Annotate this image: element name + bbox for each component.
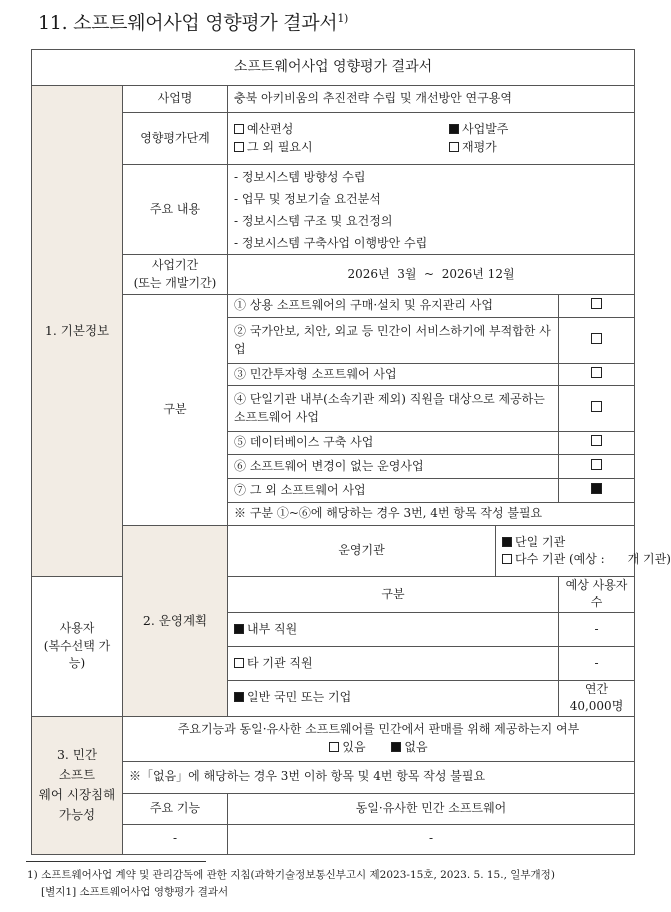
project-name-label: 사업명 (123, 86, 228, 113)
market-options (129, 739, 628, 756)
period-label (123, 255, 228, 295)
assessment-form (31, 49, 671, 855)
category-checkbox-cell[interactable] (559, 455, 635, 479)
category-text: ⑥ 소프트웨어 변경이 없는 운영사업 (228, 455, 559, 479)
stage-checkbox-reassess[interactable] (449, 142, 459, 152)
project-name-value: 충북 아키비움의 추진전략 수립 및 개선방안 연구용역 (228, 86, 635, 113)
category-checkbox-cell[interactable] (559, 479, 635, 503)
market-option-label: 있음 (342, 739, 366, 754)
category-note: ※ 구분 ①~⑥에 해당하는 경우 3번, 4번 항목 작성 불필요 (228, 503, 635, 526)
category-text: ③ 민간투자형 소프트웨어 사업 (228, 364, 559, 386)
org-checkbox-single[interactable] (502, 537, 512, 547)
content-item: - 정보시스템 구축사업 이행방안 수립 (234, 232, 628, 254)
market-checkbox-no[interactable] (391, 742, 401, 752)
org-option-multi[interactable] (502, 551, 671, 568)
stage-checkbox-budget[interactable] (234, 124, 244, 134)
user-row-public[interactable] (228, 680, 559, 716)
user-checkbox-internal[interactable] (234, 624, 244, 634)
market-col-header: 주요 기능 (123, 793, 228, 824)
category-checkbox-cell[interactable] (559, 386, 635, 432)
market-question-cell (123, 716, 635, 761)
user-count: 연간 40,000명 (559, 680, 635, 716)
content-list (234, 166, 628, 254)
category-checkbox-cell[interactable] (559, 295, 635, 318)
category-text: ⑤ 데이터베이스 구축 사업 (228, 432, 559, 455)
content-item: - 정보시스템 구조 및 요건정의 (234, 210, 628, 232)
category-checkbox-cell[interactable] (559, 432, 635, 455)
users-col-header: 구분 (228, 577, 559, 613)
heading-text: 소프트웨어사업 영향평가 결과서 (73, 12, 338, 34)
category-checkbox-3[interactable] (591, 367, 602, 378)
user-row-internal[interactable] (228, 612, 559, 646)
content-label: 주요 내용 (123, 165, 228, 255)
stage-option-order[interactable] (449, 121, 508, 138)
page-heading (38, 8, 348, 35)
org-option-label: 단일 기관 (515, 534, 566, 549)
section-market-line: 웨어 시장침해 (38, 787, 116, 803)
heading-note-mark: 1) (337, 12, 349, 25)
category-label: 구분 (123, 295, 228, 526)
footnote-2: [별지1] 소프트웨어사업 영향평가 결과서 (41, 886, 229, 898)
period-value: 2026년 3월 ~ 2026년 12월 (228, 255, 635, 295)
heading-number: 11. (38, 12, 68, 34)
category-checkbox-1[interactable] (591, 298, 602, 309)
market-option-label: 없음 (404, 739, 428, 754)
market-col-header: 동일·유사한 민간 소프트웨어 (228, 793, 635, 824)
section-basic-label: 1. 기본정보 (32, 86, 123, 577)
form-title: 소프트웨어사업 영향평가 결과서 (32, 50, 635, 86)
users-label-line: (복수선택 가능) (43, 638, 111, 670)
period-label-line: 사업기간 (151, 258, 199, 273)
user-row-label: 일반 국민 또는 기업 (247, 690, 352, 705)
category-text: ④ 단일기관 내부(소속기관 제외) 직원을 대상으로 제공하는 소프트웨어 사업 (228, 386, 559, 432)
org-option-single[interactable] (502, 534, 628, 551)
category-checkbox-6[interactable] (591, 459, 602, 470)
stage-checkbox-other[interactable] (234, 142, 244, 152)
market-cell: - (228, 824, 635, 854)
content-item: - 정보시스템 방향성 수립 (234, 166, 628, 188)
category-checkbox-4[interactable] (591, 401, 602, 412)
user-row-label: 내부 직원 (247, 621, 298, 636)
users-col-header: 예상 사용자수 (559, 577, 635, 613)
stage-checkbox-order[interactable] (449, 124, 459, 134)
org-checkbox-multi[interactable] (502, 554, 512, 564)
footnote-divider (26, 861, 206, 862)
category-text: ① 상용 소프트웨어의 구매·설치 및 유지관리 사업 (228, 295, 559, 318)
users-label (32, 577, 123, 717)
category-checkbox-5[interactable] (591, 435, 602, 446)
content-list-cell (228, 165, 635, 255)
footnote-1: 1) 소프트웨어사업 계약 및 관리감독에 관한 지침(과학기술정보통신부고시 제2023-15호, 2023. 5. 15., 일부개정) (27, 869, 555, 881)
stage-option-label: 예산편성 (247, 122, 294, 137)
org-option-label: 다수 기관 (예상 : 개 기관) (515, 552, 671, 566)
stage-label: 영향평가단계 (123, 113, 228, 165)
stage-options (228, 113, 635, 165)
market-cell: - (123, 824, 228, 854)
content-item: - 업무 및 정보기술 요건분석 (234, 188, 628, 210)
user-count: - (559, 646, 635, 680)
user-checkbox-other-org[interactable] (234, 658, 244, 668)
users-label-line: 사용자 (59, 621, 95, 636)
category-checkbox-7[interactable] (591, 483, 602, 494)
user-row-label: 타 기관 직원 (247, 655, 313, 670)
section-operation-label: 2. 운영계획 (123, 526, 228, 717)
stage-option-reassess[interactable] (449, 139, 508, 156)
market-option-yes[interactable] (329, 740, 365, 754)
section-market-line: 가능성 (58, 807, 96, 823)
stage-option-label: 사업발주 (462, 122, 509, 137)
section-market-line: 소프트 (58, 767, 96, 783)
market-note: ※「없음」에 해당하는 경우 3번 이하 항목 및 4번 항목 작성 불필요 (123, 761, 635, 793)
stage-option-budget[interactable] (234, 121, 449, 138)
org-options (496, 526, 671, 577)
market-checkbox-yes[interactable] (329, 742, 339, 752)
category-checkbox-cell[interactable] (559, 364, 635, 386)
stage-option-other[interactable] (234, 139, 449, 156)
market-option-no[interactable] (391, 740, 427, 754)
user-count: - (559, 612, 635, 646)
org-label: 운영기관 (228, 526, 496, 577)
market-question: 주요기능과 동일·유사한 소프트웨어를 민간에서 판매를 위해 제공하는지 여부 (177, 722, 580, 737)
user-row-other-org[interactable] (228, 646, 559, 680)
category-checkbox-2[interactable] (591, 333, 602, 344)
category-text: ② 국가안보, 치안, 외교 등 민간이 서비스하기에 부적합한 사업 (228, 318, 559, 364)
stage-option-label: 재평가 (462, 139, 497, 154)
section-market-label (32, 716, 123, 854)
category-text: ⑦ 그 외 소프트웨어 사업 (228, 479, 559, 503)
section-market-line: 3. 민간 (56, 747, 98, 763)
user-checkbox-public[interactable] (234, 692, 244, 702)
category-checkbox-cell[interactable] (559, 318, 635, 364)
stage-option-label: 그 외 필요시 (247, 139, 313, 154)
period-label-line: (또는 개발기간) (133, 275, 217, 290)
